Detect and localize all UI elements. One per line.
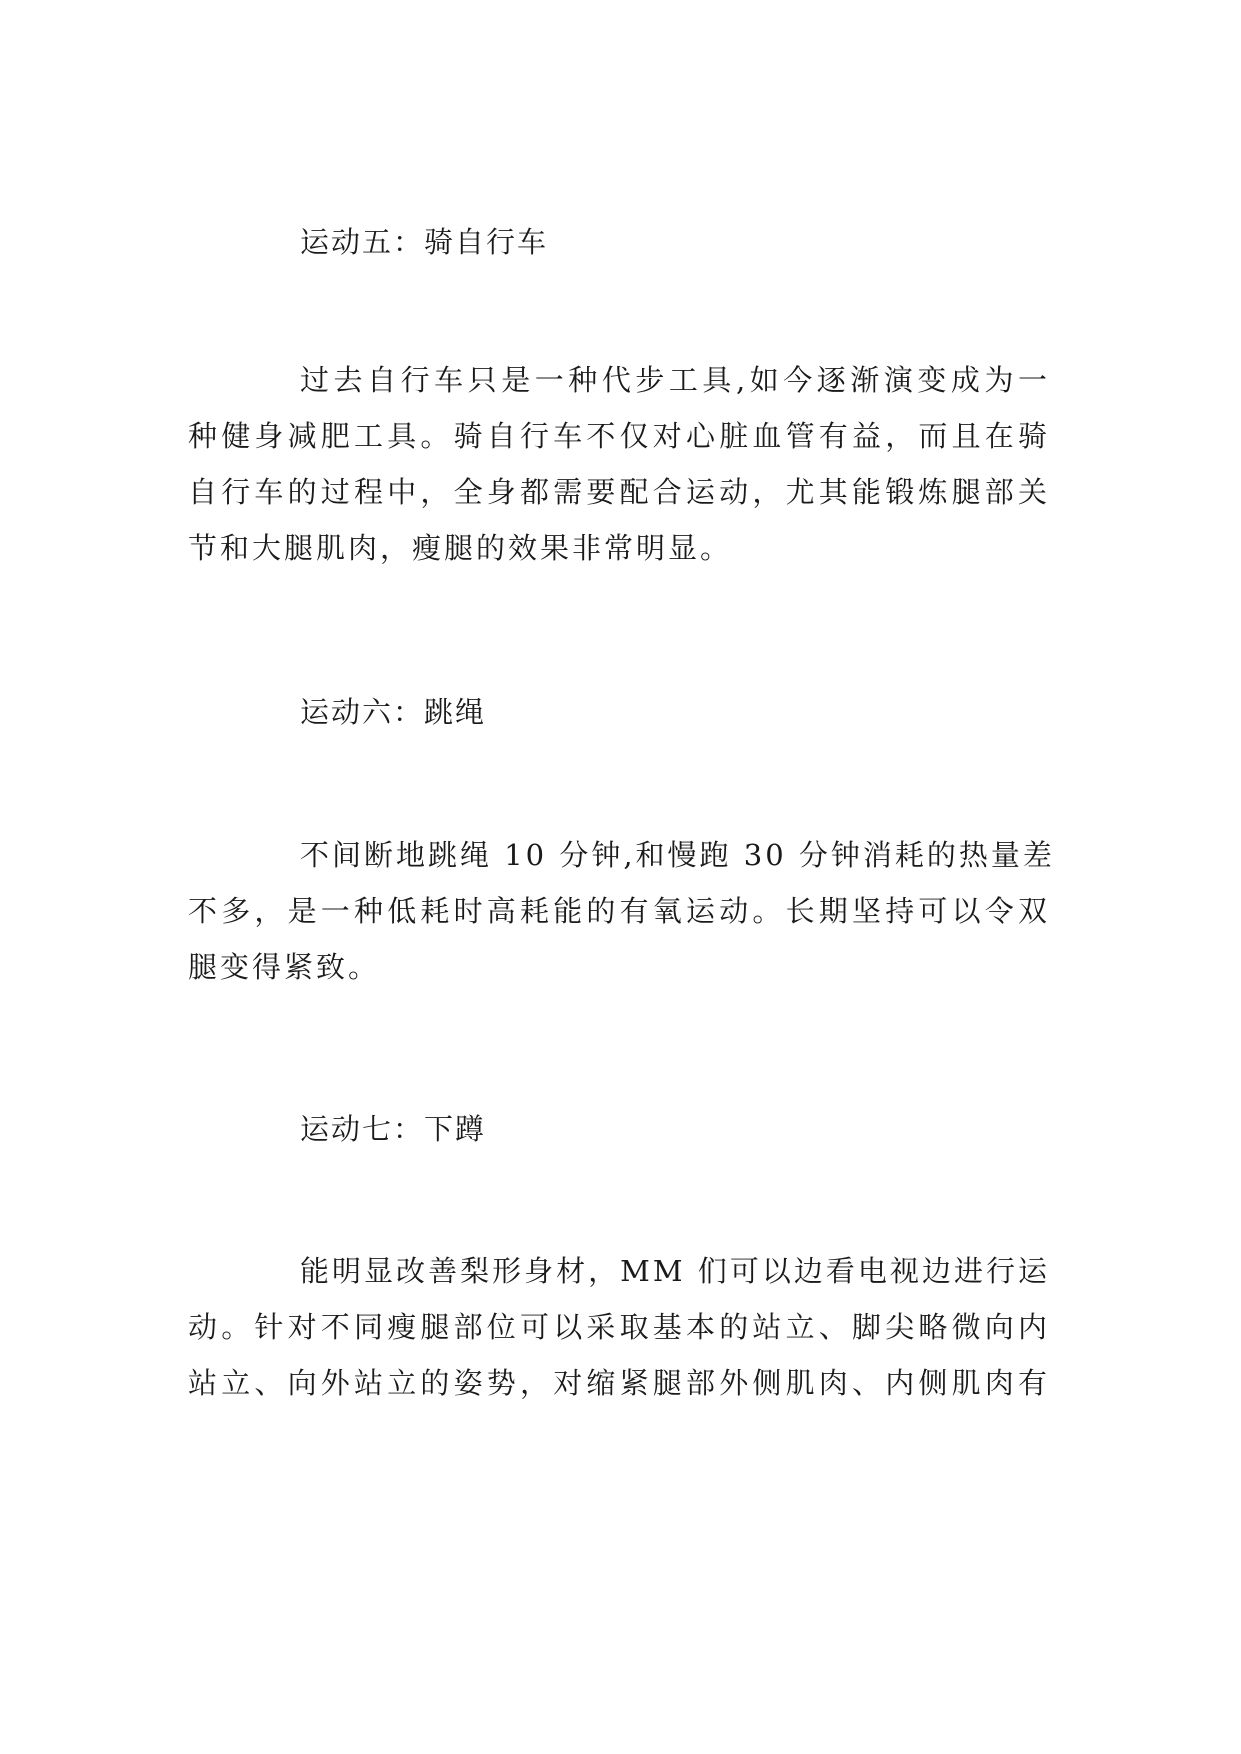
section-heading-jump-rope: 运动六：跳绳	[300, 695, 487, 729]
paragraph-line: 自行车的过程中，全身都需要配合运动，尤其能锻炼腿部关	[188, 475, 1050, 509]
paragraph-cycling	[188, 352, 1050, 576]
paragraph-line: 过去自行车只是一种代步工具,如今逐渐演变成为一	[300, 363, 1050, 397]
section-heading-cycling: 运动五：骑自行车	[300, 225, 549, 259]
paragraph-line: 站立、向外站立的姿势，对缩紧腿部外侧肌肉、内侧肌肉有	[188, 1366, 1050, 1400]
paragraph-line: 种健身减肥工具。骑自行车不仅对心脏血管有益，而且在骑	[188, 419, 1050, 453]
paragraph-line: 能明显改善梨形身材，MM 们可以边看电视边进行运	[300, 1254, 1050, 1288]
paragraph-line: 不间断地跳绳 10 分钟,和慢跑 30 分钟消耗的热量差	[300, 838, 1055, 872]
paragraph-line: 节和大腿肌肉，瘦腿的效果非常明显。	[188, 531, 733, 565]
paragraph-squat	[188, 1243, 1050, 1411]
section-heading-squat: 运动七：下蹲	[300, 1112, 487, 1146]
paragraph-line: 腿变得紧致。	[188, 950, 381, 984]
paragraph-line: 动。针对不同瘦腿部位可以采取基本的站立、脚尖略微向内	[188, 1310, 1050, 1344]
paragraph-jump-rope	[188, 827, 1055, 995]
paragraph-line: 不多，是一种低耗时高耗能的有氧运动。长期坚持可以令双	[188, 894, 1050, 928]
